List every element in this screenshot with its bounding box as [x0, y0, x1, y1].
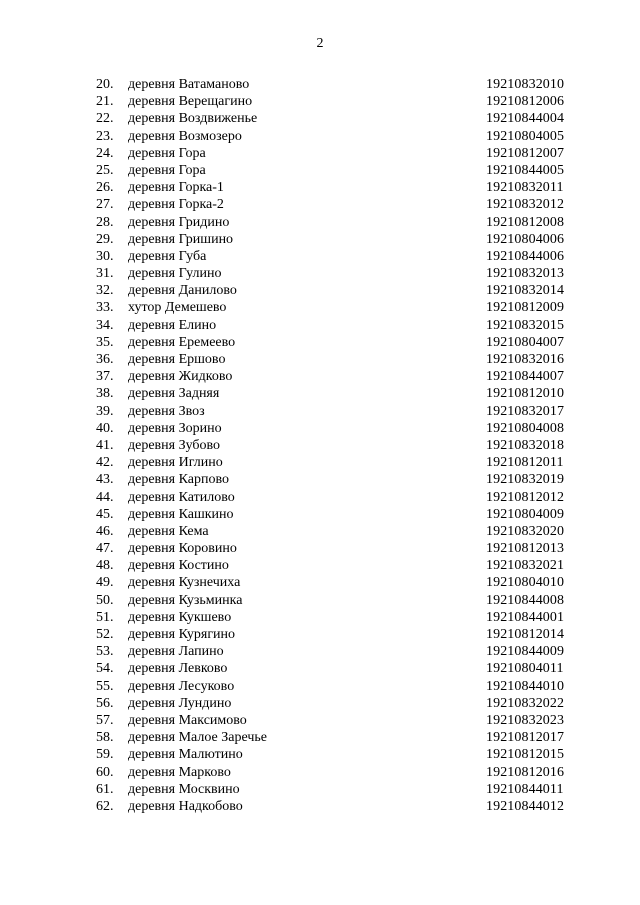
settlement-name: деревня Гришино	[128, 231, 234, 247]
settlement-name: деревня Кузьминка	[128, 592, 243, 608]
list-item	[0, 729, 640, 746]
item-number: 57.	[96, 712, 114, 728]
oktmo-code: 19210832013	[486, 266, 565, 282]
settlement-name: деревня Кузнечиха	[128, 575, 241, 591]
item-number: 27.	[96, 197, 114, 213]
settlement-name: деревня Еремеево	[128, 334, 236, 350]
settlement-name: деревня Елино	[128, 317, 217, 333]
settlement-name: деревня Карпово	[128, 472, 229, 488]
list-item	[0, 110, 640, 127]
settlement-name: деревня Надкобово	[128, 798, 243, 814]
item-number: 55.	[96, 678, 114, 694]
oktmo-code: 19210844011	[486, 781, 564, 797]
settlement-name: деревня Курягино	[128, 627, 236, 642]
oktmo-code: 19210832021	[486, 558, 565, 574]
item-number: 61.	[96, 781, 114, 797]
list-item	[0, 385, 640, 402]
list-item	[0, 282, 640, 299]
list-item	[0, 437, 640, 454]
list-item	[0, 128, 640, 145]
item-number: 42.	[96, 455, 114, 471]
item-number: 36.	[96, 352, 114, 367]
settlement-name: деревня Марково	[128, 764, 231, 780]
item-number: 54.	[96, 661, 114, 677]
list-item	[0, 145, 640, 162]
list-item	[0, 695, 640, 712]
settlement-name: хутор Демешево	[128, 300, 227, 316]
list-item	[0, 231, 640, 248]
oktmo-code: 19210804006	[486, 231, 565, 247]
oktmo-code: 19210844006	[486, 248, 565, 264]
list-item	[0, 179, 640, 196]
settlement-name: деревня Малютино	[128, 747, 243, 763]
settlement-name: деревня Гора	[128, 145, 206, 161]
settlement-name: деревня Горка-2	[128, 197, 224, 213]
oktmo-code: 19210832012	[486, 197, 565, 213]
page-number: 2	[316, 36, 324, 51]
list-item	[0, 540, 640, 557]
item-number: 33.	[96, 300, 114, 316]
oktmo-code: 19210812011	[486, 455, 564, 471]
settlement-name: деревня Гора	[128, 162, 206, 178]
settlement-name: деревня Коровино	[128, 541, 237, 557]
oktmo-code: 19210832023	[486, 712, 565, 728]
list-item	[0, 609, 640, 626]
list-item	[0, 351, 640, 368]
item-number: 52.	[96, 627, 114, 642]
oktmo-code: 19210844005	[486, 162, 565, 178]
list-item	[0, 574, 640, 591]
oktmo-code: 19210804009	[486, 506, 565, 522]
settlement-name: деревня Кема	[128, 523, 209, 539]
list-item	[0, 162, 640, 179]
item-number: 26.	[96, 180, 114, 196]
oktmo-code: 19210844004	[486, 111, 565, 127]
oktmo-code: 19210812006	[486, 94, 565, 110]
oktmo-code: 19210832015	[486, 317, 565, 333]
item-number: 45.	[96, 506, 114, 522]
oktmo-code: 19210812016	[486, 764, 565, 780]
oktmo-code: 19210844007	[486, 369, 565, 385]
settlement-name: деревня Левково	[128, 661, 228, 677]
list-item	[0, 248, 640, 265]
settlement-name: деревня Малое Заречье	[128, 730, 267, 746]
list-item	[0, 454, 640, 471]
list-item	[0, 265, 640, 282]
oktmo-code: 19210844009	[486, 644, 565, 660]
list-item	[0, 764, 640, 781]
settlement-list	[0, 76, 640, 815]
item-number: 58.	[96, 730, 114, 746]
item-number: 41.	[96, 437, 114, 453]
settlement-name: деревня Воздвиженье	[128, 111, 258, 127]
oktmo-code: 19210812008	[486, 214, 565, 230]
settlement-name: деревня Верещагино	[128, 94, 253, 110]
item-number: 23.	[96, 128, 114, 144]
settlement-name: деревня Лесуково	[128, 678, 235, 694]
settlement-name: деревня Задняя	[128, 386, 220, 402]
list-item	[0, 746, 640, 763]
list-item	[0, 196, 640, 213]
oktmo-code: 19210844012	[486, 798, 565, 814]
oktmo-code: 19210832010	[486, 77, 565, 92]
settlement-name: деревня Максимово	[128, 712, 247, 728]
list-item	[0, 471, 640, 488]
settlement-name: деревня Гридино	[128, 214, 230, 230]
list-item	[0, 76, 640, 93]
item-number: 34.	[96, 317, 114, 333]
item-number: 43.	[96, 472, 114, 488]
item-number: 37.	[96, 369, 114, 385]
settlement-name: деревня Ершово	[128, 352, 226, 367]
item-number: 29.	[96, 231, 114, 247]
oktmo-code: 19210812015	[486, 747, 565, 763]
list-item	[0, 334, 640, 351]
settlement-name: деревня Москвино	[128, 781, 240, 797]
oktmo-code: 19210832016	[486, 352, 565, 367]
item-number: 39.	[96, 403, 114, 419]
item-number: 56.	[96, 695, 114, 711]
item-number: 60.	[96, 764, 114, 780]
oktmo-code: 19210812017	[486, 730, 565, 746]
list-item	[0, 420, 640, 437]
oktmo-code: 19210832014	[486, 283, 565, 299]
list-item	[0, 368, 640, 385]
oktmo-code: 19210812013	[486, 541, 565, 557]
item-number: 53.	[96, 644, 114, 660]
list-item	[0, 93, 640, 110]
item-number: 51.	[96, 609, 114, 625]
item-number: 40.	[96, 420, 114, 436]
oktmo-code: 19210832022	[486, 695, 565, 711]
settlement-name: деревня Ватаманово	[128, 77, 250, 92]
oktmo-code: 19210804008	[486, 420, 565, 436]
oktmo-code: 19210832017	[486, 403, 565, 419]
oktmo-code: 19210804010	[486, 575, 565, 591]
list-item	[0, 643, 640, 660]
settlement-name: деревня Губа	[128, 248, 207, 264]
settlement-name: деревня Данилово	[128, 283, 237, 299]
item-number: 28.	[96, 214, 114, 230]
oktmo-code: 19210832020	[486, 523, 565, 539]
settlement-name: деревня Лапино	[128, 644, 224, 660]
list-item	[0, 317, 640, 334]
oktmo-code: 19210832018	[486, 437, 565, 453]
oktmo-code: 19210844010	[486, 678, 565, 694]
item-number: 49.	[96, 575, 114, 591]
oktmo-code: 19210832011	[486, 180, 564, 196]
item-number: 47.	[96, 541, 114, 557]
settlement-name: деревня Звоз	[128, 403, 205, 419]
oktmo-code: 19210844001	[486, 609, 565, 625]
list-item	[0, 506, 640, 523]
item-number: 59.	[96, 747, 114, 763]
item-number: 50.	[96, 592, 114, 608]
list-item	[0, 592, 640, 609]
settlement-name: деревня Возмозеро	[128, 128, 242, 144]
settlement-name: деревня Лундино	[128, 695, 232, 711]
settlement-name: деревня Кукшево	[128, 609, 232, 625]
item-number: 20.	[96, 77, 114, 92]
item-number: 44.	[96, 489, 114, 505]
item-number: 38.	[96, 386, 114, 402]
list-item	[0, 798, 640, 815]
list-item	[0, 489, 640, 506]
settlement-name: деревня Кашкино	[128, 506, 234, 522]
oktmo-code: 19210804011	[486, 661, 564, 677]
list-item	[0, 403, 640, 420]
item-number: 48.	[96, 558, 114, 574]
settlement-name: деревня Катилово	[128, 489, 235, 505]
oktmo-code: 19210832019	[486, 472, 565, 488]
settlement-name: деревня Зорино	[128, 420, 222, 436]
oktmo-code: 19210812007	[486, 145, 565, 161]
item-number: 32.	[96, 283, 114, 299]
item-number: 31.	[96, 266, 114, 282]
oktmo-code: 19210812009	[486, 300, 565, 316]
oktmo-code: 19210812014	[486, 627, 565, 642]
item-number: 62.	[96, 798, 114, 814]
item-number: 21.	[96, 94, 114, 110]
list-item	[0, 299, 640, 316]
list-item	[0, 781, 640, 798]
list-item	[0, 214, 640, 231]
item-number: 25.	[96, 162, 114, 178]
list-item	[0, 678, 640, 695]
item-number: 30.	[96, 248, 114, 264]
item-number: 22.	[96, 111, 114, 127]
oktmo-code: 19210804007	[486, 334, 565, 350]
list-item	[0, 523, 640, 540]
oktmo-code: 19210804005	[486, 128, 565, 144]
oktmo-code: 19210844008	[486, 592, 565, 608]
settlement-name: деревня Жидково	[128, 369, 233, 385]
settlement-name: деревня Зубово	[128, 437, 221, 453]
list-item	[0, 626, 640, 643]
list-item	[0, 660, 640, 677]
item-number: 46.	[96, 523, 114, 539]
item-number: 35.	[96, 334, 114, 350]
item-number: 24.	[96, 145, 114, 161]
oktmo-code: 19210812010	[486, 386, 565, 402]
settlement-name: деревня Костино	[128, 558, 229, 574]
list-item	[0, 712, 640, 729]
list-item	[0, 557, 640, 574]
settlement-name: деревня Горка-1	[128, 180, 224, 196]
oktmo-code: 19210812012	[486, 489, 565, 505]
settlement-name: деревня Иглино	[128, 455, 223, 471]
settlement-name: деревня Гулино	[128, 266, 222, 282]
